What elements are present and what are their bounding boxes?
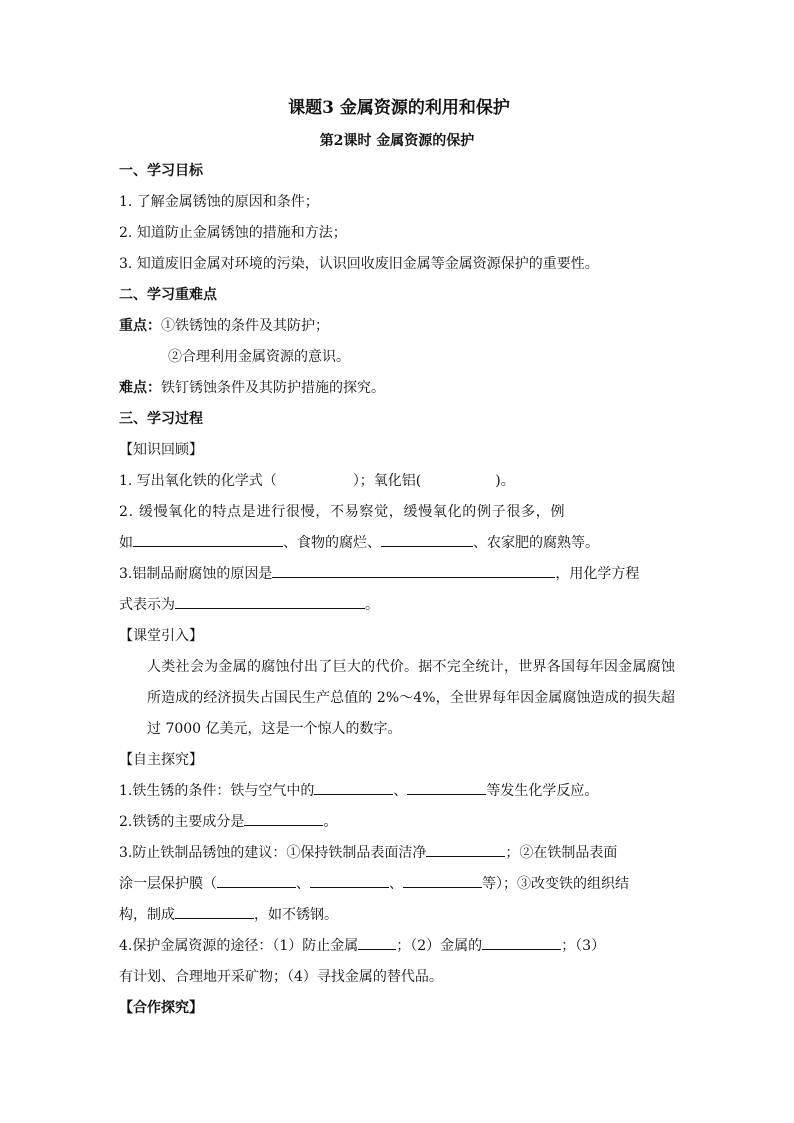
subheading-cooperative-explore: 【合作探究】 — [119, 1000, 203, 1016]
answer-blank[interactable] — [272, 561, 555, 578]
explore-question-3-line-3: 构，制成 ，如不锈钢。 — [119, 900, 675, 931]
intro-paragraph: 人类社会为金属的腐蚀付出了巨大的代价。据不完全统计，世界各国每年因金属腐蚀所造成的经济损失占国民生产总值的 2%～4%，全世界每年因金属腐蚀造成的损失超过 7000 亿美元，这是一个惊人的数字。 — [147, 659, 675, 737]
answer-blank[interactable] — [381, 530, 473, 547]
answer-blank[interactable] — [358, 933, 396, 950]
explore-question-3-line-2: 涂一层保护膜（ 、 、 等）；③改变铁的组织结 — [119, 869, 675, 900]
review-question-3-line-1: 3.铝制品耐腐蚀的原因是 ，用化学方程 — [119, 559, 675, 590]
explore-question-3-line-1: 3.防止铁制品锈蚀的建议：①保持铁制品表面洁净 ；②在铁制品表面 — [119, 838, 675, 869]
goal-item-3: 3. 知道废旧金属对环境的污染，认识回收废旧金属等金属资源保护的重要性。 — [119, 256, 599, 272]
key-point-2: ②合理利用金属资源的意识。 — [168, 349, 350, 365]
section-heading-goals: 一、学习目标 — [119, 163, 203, 179]
explore-question-1: 1.铁生锈的条件：铁与空气中的 、 等发生化学反应。 — [119, 776, 675, 807]
subheading-review: 【知识回顾】 — [119, 442, 203, 458]
answer-blank[interactable] — [403, 871, 482, 888]
review-question-2-line-1: 2. 缓慢氧化的特点是进行很慢，不易察觉，缓慢氧化的例子很多，例 — [119, 504, 566, 520]
section-heading-process: 三、学习过程 — [119, 411, 203, 427]
subheading-self-explore: 【自主探究】 — [119, 752, 203, 768]
answer-blank[interactable] — [426, 840, 505, 857]
explore-question-4-line-2: 有计划、合理地开采矿物；（4）寻找金属的替代品。 — [119, 969, 443, 985]
answer-blank[interactable] — [407, 778, 486, 795]
answer-blank[interactable] — [175, 592, 365, 609]
section-heading-key-points: 二、学习重难点 — [119, 287, 217, 303]
answer-blank[interactable] — [217, 871, 296, 888]
difficulty-line — [119, 373, 675, 404]
key-point-1: ①铁锈蚀的条件及其防护； — [161, 318, 329, 334]
explore-question-4-line-1: 4.保护金属资源的途径：（1）防止金属 ；（2）金属的 ；（3） — [119, 931, 675, 962]
goal-item-2: 2. 知道防止金属锈蚀的措施和方法； — [119, 225, 347, 241]
document-body — [119, 96, 675, 1024]
answer-blank[interactable] — [482, 933, 561, 950]
answer-blank[interactable] — [133, 530, 283, 547]
review-question-3-line-2: 式表示为 。 — [119, 590, 675, 621]
review-question-1: 1. 写出氧化铁的化学式（ ）；氧化铝( )。 — [119, 473, 515, 489]
review-question-2-line-2: 如 、食物的腐烂、 、农家肥的腐熟等。 — [119, 528, 675, 559]
goal-item-1: 1. 了解金属锈蚀的原因和条件； — [119, 194, 319, 210]
key-point-line-1 — [119, 311, 675, 342]
page-subtitle: 第2课时 金属资源的保护 — [319, 133, 475, 149]
answer-blank[interactable] — [244, 809, 323, 826]
explore-question-2: 2.铁锈的主要成分是 。 — [119, 807, 675, 838]
key-point-label: 重点： — [119, 318, 161, 334]
subheading-intro: 【课堂引入】 — [119, 628, 203, 644]
answer-blank[interactable] — [175, 902, 254, 919]
answer-blank[interactable] — [310, 871, 389, 888]
answer-blank[interactable] — [314, 778, 393, 795]
difficulty-text: 铁钉锈蚀条件及其防护措施的探究。 — [161, 380, 385, 396]
difficulty-label: 难点： — [119, 380, 161, 396]
page-title: 课题3 金属资源的利用和保护 — [288, 98, 510, 118]
